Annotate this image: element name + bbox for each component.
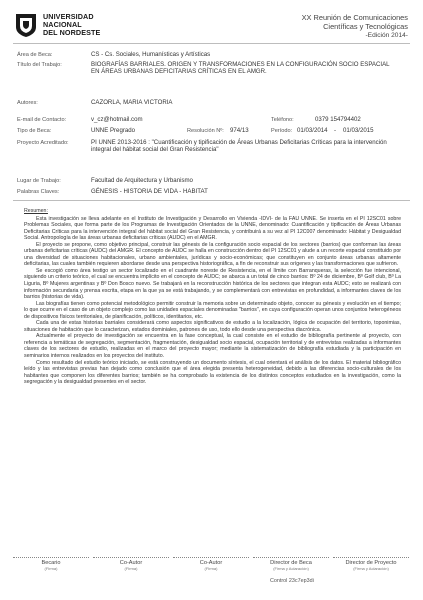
palabras-label: Palabras Claves: — [17, 189, 60, 195]
signature-line — [13, 557, 89, 558]
email-label: E-mail de Contacto: — [17, 117, 67, 123]
periodo-label: Período: — [271, 128, 293, 134]
titulo-label: Título del Trabajo: — [17, 62, 62, 68]
signature-subtitle: (Firma y Aclaración) — [273, 566, 309, 571]
logo-wordmark — [43, 13, 100, 37]
signature-title: Co-Autor — [199, 560, 223, 566]
event-edition: -Edición 2014- — [365, 32, 408, 39]
abstract-paragraph: Las biografías tienen como potencial metodológico permitir construir la memoria sobre un determinado objeto, conocer su génesis y evolución en el tiempo; lo que ocurre en el caso de un objeto complejo como las unidades espaciales denominadas "barrios", en cuya configuración operan unos conjuntos heterogéneos de dispositivos físicos territoriales, de planificación, políticos, identitarios, etc. — [24, 300, 401, 320]
control-value: 23c7ep3di — [288, 578, 314, 584]
signature-subtitle: (Firma y Aclaración) — [353, 566, 389, 571]
university-logo — [14, 12, 144, 40]
palabras-value: GÉNESIS - HISTORIA DE VIDA - HABITAT — [91, 188, 208, 195]
signature-title: Becario — [41, 560, 61, 566]
signature-co-autor-2 — [173, 557, 249, 571]
signature-title: Director de Beca — [270, 560, 312, 566]
signature-director-proyecto — [333, 557, 409, 571]
signature-director-beca — [253, 557, 329, 571]
signature-line — [333, 557, 409, 558]
abstract-divider — [13, 200, 410, 201]
signature-line — [253, 557, 329, 558]
abstract-paragraph: El proyecto se propone, como objetivo principal, construir las génesis de la configuración socio espacial de los sectores (barrios) que conforman las áreas urbanas deficitarias críticas (AUDC) del AMGR. El concepto de AUDC se halla en construcción dentro del PI 12SC01 y alude a un recorte espacial constituido por una diversidad de situaciones habitacionales, urbano ambientales, jurídicas y socio-económicas; que constituyen en conjunto áreas urbanas altamente deficitarias, las cuales también requieren abordarse desde una perspectiva historiográfica, a fin de reconstruir sus orígenes y las transformaciones que sufrieron. — [24, 241, 401, 268]
lugar-value: Facultad de Arquitectura y Urbanismo — [91, 177, 193, 184]
periodo-hasta: 01/03/2015 — [343, 127, 374, 134]
event-line-1: XX Reunión de Comunicaciones — [301, 13, 408, 22]
abstract-paragraph: Como resultado del estudio teórico iniciado, se está construyendo un documento síntesis, el cual orientará el análisis de los datos. El material bibliográfico leído y las entrevistas previas han dejado como conclusión que el área elegida presenta heterogeneidad, debido a las diferencias socio-culturales de los habitantes que componen los diferentes barrios; también se ha comprobado la existencia de los distintos conceptos estudiados en la investigación, como la segregación y la desigualdad presentes en el sector. — [24, 359, 401, 386]
area-value: CS - Cs. Sociales, Humanísticas y Artísticas — [91, 51, 211, 58]
abstract-paragraph: Se escogió como área testigo un sector localizado en el cuadrante noreste de Resistencia, en el límite con Barranqueras, la selección fue intencional, siguiendo un criterio teórico, el cual se encuentra implícito en el concepto de AUDC; se abarca a un total de cinco barrios: Bº 24 de diciembre, Bº Golf club, Bº La Liguria, Bº Mujeres argentinas y Bº Don Bosco nuevo. Se trabajará en la reconstrucción histórica de los sectores que integran esta AUDC; esto se realizará con información secundaria y prensa escrita, etapa en la que ya se está trabajando, y se complementará con entrevistas en profundidad, a informantes claves de los barrios (historias de vida). — [24, 267, 401, 301]
signature-title: Director de Proyecto — [345, 560, 397, 566]
control-label: Control — [270, 578, 288, 584]
event-line-2: Científicas y Tecnológicas — [323, 22, 408, 31]
logo-line-3: DEL NORDESTE — [43, 28, 101, 38]
autores-label: Autores: — [17, 100, 38, 106]
telefono-label: Teléfono: — [271, 117, 294, 123]
header-divider — [13, 43, 410, 44]
control-code — [270, 578, 314, 584]
autores-value: CAZORLA, MARIA VICTORIA — [91, 99, 173, 106]
signature-becario — [13, 557, 89, 571]
resolucion-value: 974/13 — [230, 127, 249, 134]
proyecto-value: PI UNNE 2013-2016 : "Cuantificación y tipificación de Áreas Urbanas Deficitarias Críticas para la intervención integral del hábitat social del Gran Resistencia" — [91, 139, 387, 153]
logo-line-2: NACIONAL — [43, 20, 82, 30]
abstract-paragraph: Esta investigación se lleva adelante en el Instituto de Investigación y Desarrollo en Vivienda -IDVI- de la FAU UNNE. Se inserta en el PI 12SC01 sobre Problemas Sociales, que forma parte de los Programas de Investigación Orientados de la UNNE, denominado: Cuantificación y tipificación de Áreas Urbanas Deficitarias Críticas para la intervención integral del hábitat social del Gran Resistencia, y contribuirá a su vez al PI 12C007 denominado: Hábitat y Desigualdad Social. Antropología de las áreas urbanas deficitarias críticas (AUDC) en el AMGR. — [24, 215, 401, 242]
periodo-desde: 01/03/2014 — [297, 127, 328, 134]
signature-title: Co-Autor — [119, 560, 143, 566]
email-value: v_cz@hotmail.com — [91, 116, 143, 123]
signature-subtitle: (Firma) — [44, 566, 58, 571]
lugar-label: Lugar de Trabajo: — [17, 178, 61, 184]
abstract-paragraph: Cada una de estas historias barriales considerará como aspectos significativos de estudio a la localización, lógica de ocupación del territorio, toponimias, situaciones de habitación que lo caracterizan, estados dominiales, patrones de uso, todo ello desde una perspectiva diacrónica. — [24, 320, 401, 333]
signature-line — [173, 557, 249, 558]
unne-emblem-icon — [14, 12, 38, 38]
tipo-beca-value: UNNE Pregrado — [91, 127, 136, 134]
abstract-paragraph: Actualmente el proyecto de investigación se encuentra en la fase conceptual, la cual consiste en el estudio de bibliografía pertinente al proyecto, con referencia a temáticas de segregación, segmentación, fragmentación, desigualdad socio espacial, ocupación territorial y de entrevistas realizadas a informantes claves de los sectores de estudio, realizadas en el marco del proyecto mayor; mediante la sistematización de bibliografía estudiada y la participación en seminarios internos realizados en los proyectos del instituto. — [24, 333, 401, 360]
abstract — [24, 208, 401, 386]
resolucion-label: Resolución Nº: — [187, 128, 224, 134]
proyecto-label: Proyecto Acreditado: — [17, 140, 69, 146]
titulo-value: BIOGRAFÍAS BARRIALES. ORIGEN Y TRANSFORMACIONES EN LA CONFIGURACIÓN SOCIO ESPACIAL EN ÁREAS URBANAS DEFICITARIAS CRÍTICAS EN EL AMGR. — [91, 61, 390, 75]
signature-subtitle: (Firma) — [124, 566, 138, 571]
telefono-value: 0379 154794402 — [315, 116, 361, 123]
periodo-separador: - — [334, 127, 337, 134]
abstract-heading: Resumen: — [24, 208, 48, 214]
area-label: Área de Beca: — [17, 52, 53, 58]
signature-line — [93, 557, 169, 558]
event-title — [302, 13, 408, 40]
signature-row — [13, 557, 410, 577]
logo-line-1: UNIVERSIDAD — [43, 12, 94, 21]
signature-co-autor-1 — [93, 557, 169, 571]
signature-subtitle: (Firma) — [204, 566, 218, 571]
tipo-beca-label: Tipo de Beca: — [17, 128, 52, 134]
